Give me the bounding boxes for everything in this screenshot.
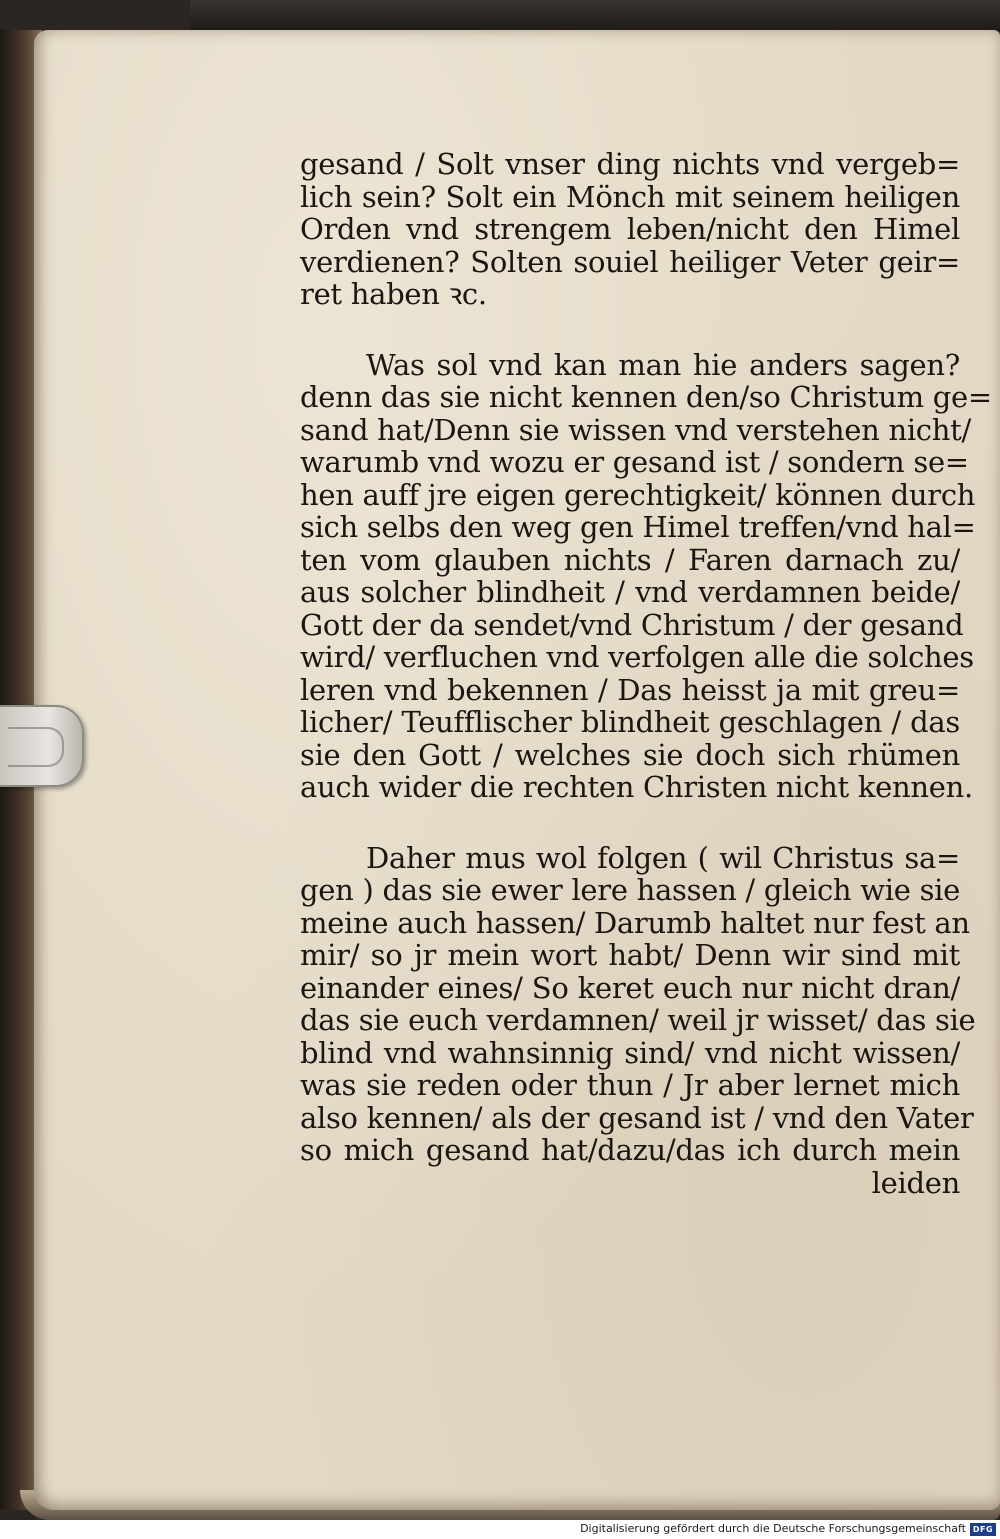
text-line: warumb vnd wozu er gesand ist / sondern se= bbox=[300, 445, 969, 479]
page-clip bbox=[0, 705, 84, 787]
paragraph-gap bbox=[300, 804, 960, 842]
text-line: gesand / Solt vnser ding nichts vnd vergeb= bbox=[300, 147, 960, 181]
text-line: gen ) das sie ewer lere hassen / gleich wie sie bbox=[300, 873, 960, 907]
text-line: leren vnd bekennen / Das heisst ja mit greu= bbox=[300, 672, 960, 707]
text-line: verdienen? Solten souiel heiliger Veter geir= bbox=[300, 244, 960, 279]
text-line: lich sein? Solt ein Mönch mit seinem heiligen bbox=[300, 179, 960, 214]
text-line: Daher mus wol folgen ( wil Christus sa= bbox=[366, 840, 960, 875]
text-line: ten vom glauben nichts / Faren darnach zu/ bbox=[300, 542, 960, 577]
footer-credit: Digitalisierung gefördert durch die Deutsche Forschungsgemeinschaft bbox=[580, 1522, 966, 1535]
text-line: meine auch hassen/ Darumb haltet nur fest an bbox=[300, 905, 970, 940]
text-block bbox=[300, 147, 992, 1200]
text-line: also kennen/ als der gesand ist / vnd den Vater bbox=[300, 1100, 974, 1135]
text-line: Orden vnd strengem leben/nicht den Himel bbox=[300, 212, 960, 246]
text-line: wird/ verfluchen vnd verfolgen alle die solches bbox=[300, 640, 974, 674]
text-line: licher/ Teufflischer blindheit geschlagen / das bbox=[300, 705, 960, 739]
text-line: blind vnd wahnsinnig sind/ vnd nicht wissen/ bbox=[300, 1035, 960, 1070]
text-line: Was sol vnd kan man hie anders sagen? bbox=[366, 347, 960, 382]
book-cover-top bbox=[190, 0, 1000, 32]
footer-bar bbox=[0, 1520, 1000, 1539]
text-line: sie den Gott / welches sie doch sich rhümen bbox=[300, 737, 960, 772]
text-line: sand hat/Denn sie wissen vnd verstehen nicht/ bbox=[300, 412, 971, 447]
text-line: ret haben ꝛc. bbox=[300, 277, 487, 311]
text-line: was sie reden oder thun / Jr aber lernet mich bbox=[300, 1068, 960, 1102]
text-line: Gott der da sendet/vnd Christum / der gesand bbox=[300, 607, 964, 642]
text-line: auch wider die rechten Christen nicht kennen. bbox=[300, 770, 973, 804]
text-line: mir/ so jr mein wort habt/ Denn wir sind mit bbox=[300, 938, 960, 972]
dfg-logo-icon: DFG bbox=[970, 1523, 996, 1536]
text-line: aus solcher blindheit / vnd verdamnen beide/ bbox=[300, 575, 960, 609]
text-line: das sie euch verdamnen/ weil jr wisset/ das sie bbox=[300, 1003, 976, 1037]
page-clip-groove bbox=[8, 727, 64, 767]
paragraph-gap bbox=[300, 311, 960, 349]
text-line: hen auff jre eigen gerechtigkeit/ können durch bbox=[300, 477, 976, 512]
text-line: einander eines/ So keret euch nur nicht dran/ bbox=[300, 970, 960, 1005]
text-line: so mich gesand hat/dazu/das ich durch mein bbox=[300, 1133, 960, 1167]
catchword: leiden bbox=[871, 1165, 960, 1200]
paragraph bbox=[300, 840, 976, 1167]
text-line: denn das sie nicht kennen den/so Christum ge= bbox=[300, 380, 992, 414]
paragraph bbox=[300, 148, 960, 311]
text-line: sich selbs den weg gen Himel treffen/vnd hal= bbox=[300, 510, 976, 544]
paragraph bbox=[300, 347, 992, 804]
